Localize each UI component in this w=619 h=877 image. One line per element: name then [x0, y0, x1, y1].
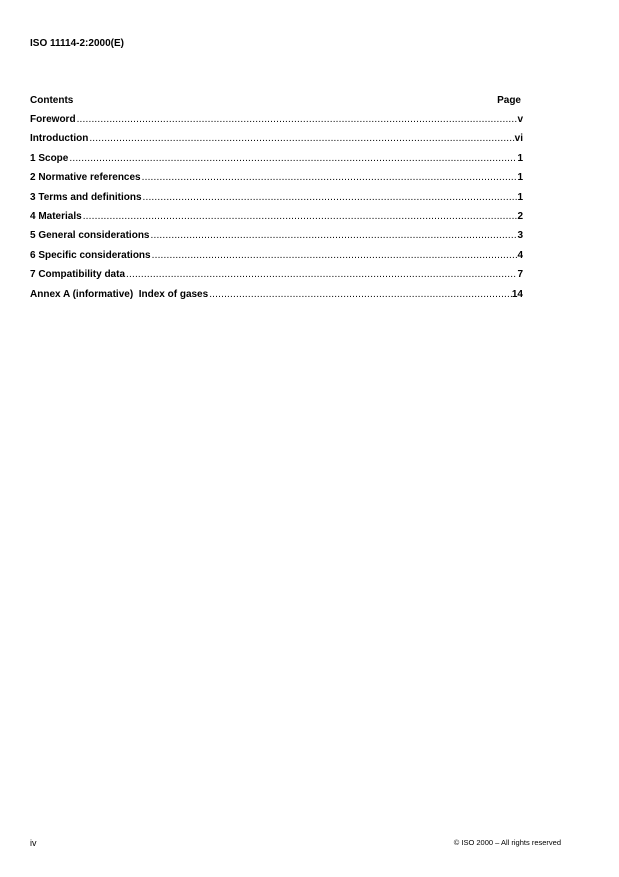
toc-entry-general-considerations[interactable] [30, 230, 523, 249]
toc-entry-title[interactable]: Introduction [30, 133, 89, 145]
toc-entry-scope[interactable] [30, 153, 523, 172]
toc-entry-title[interactable]: Annex A (informative) Index of gases [30, 288, 209, 300]
toc-entry-page: 4 [517, 249, 523, 261]
dot-leader [141, 172, 518, 184]
dot-leader [125, 269, 517, 281]
toc-entry-page: 1 [517, 172, 523, 184]
dot-leader [142, 192, 518, 204]
toc-entry-page: 7 [517, 269, 523, 281]
toc-entry-title[interactable]: 7 Compatibility data [30, 269, 126, 281]
toc-entry-foreword[interactable] [30, 114, 523, 133]
toc-entry-page: 1 [517, 191, 523, 203]
toc-entry-title[interactable]: 2 Normative references [30, 172, 141, 184]
dot-leader [76, 114, 518, 126]
dot-leader [88, 133, 514, 145]
dot-leader [150, 230, 518, 242]
toc-entry-introduction[interactable] [30, 133, 523, 152]
toc-entry-page: v [517, 114, 523, 125]
table-of-contents [30, 95, 523, 308]
toc-entry-materials[interactable] [30, 211, 523, 230]
toc-entry-terms-and-definitions[interactable] [30, 192, 523, 211]
toc-entry-page: vi [514, 133, 523, 145]
toc-entry-page: 14 [511, 288, 523, 300]
document-id: ISO 11114-2:2000(E) [30, 38, 124, 49]
dot-leader [151, 250, 518, 262]
toc-entry-title[interactable]: 3 Terms and definitions [30, 191, 142, 203]
toc-entry-title[interactable]: 6 Specific considerations [30, 249, 151, 261]
toc-entry-page: 3 [517, 230, 523, 242]
toc-header-row [30, 95, 523, 110]
toc-heading: Contents [30, 95, 74, 106]
toc-entry-title[interactable]: 4 Materials [30, 210, 82, 222]
toc-entry-annex-a[interactable] [30, 289, 523, 308]
toc-entry-title[interactable]: 1 Scope [30, 152, 69, 164]
toc-entry-specific-considerations[interactable] [30, 250, 523, 269]
dot-leader [208, 289, 512, 301]
dot-leader [68, 153, 517, 165]
toc-entry-normative-references[interactable] [30, 172, 523, 191]
toc-entry-compatibility-data[interactable] [30, 269, 523, 288]
toc-entry-page: 2 [517, 210, 523, 222]
footer-page-number: iv [30, 838, 37, 848]
toc-entries [30, 114, 523, 308]
dot-leader [82, 211, 518, 223]
toc-entry-page: 1 [517, 152, 523, 164]
toc-page-heading: Page [497, 95, 521, 106]
toc-entry-title[interactable]: 5 General considerations [30, 230, 150, 242]
footer-copyright: © ISO 2000 – All rights reserved [453, 838, 561, 847]
toc-entry-title[interactable]: Foreword [30, 114, 76, 125]
